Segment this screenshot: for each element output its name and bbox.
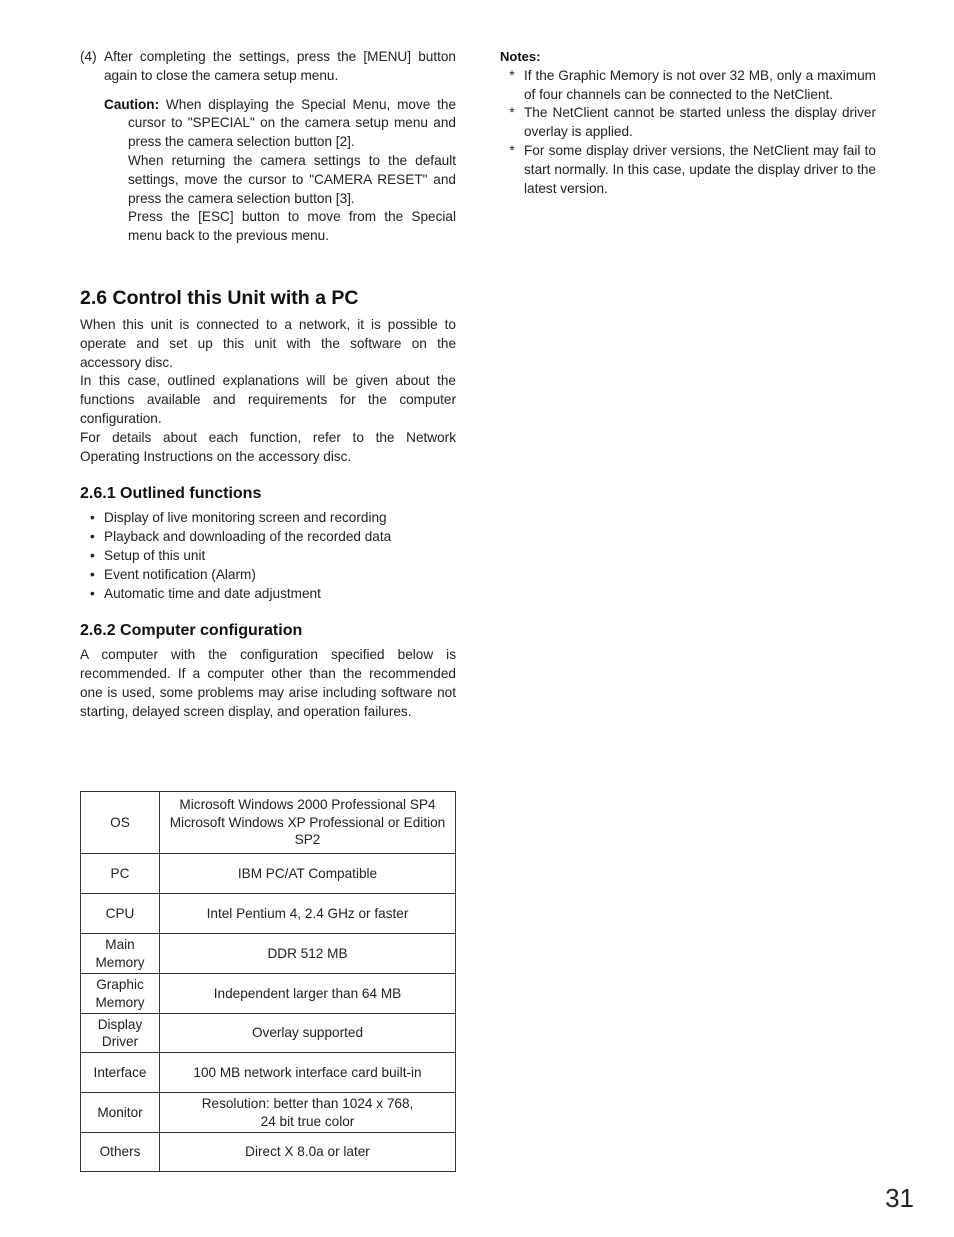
section-2-6-paragraph-2: In this case, outlined explanations will be given about the functions available and requirements for the computer configuration. — [80, 373, 456, 426]
section-2-6-2-paragraph: A computer with the configuration specified below is recommended. If a computer other than the recommended one is used, some problems may arise including software not starting, delayed screen display, and operation failures. — [80, 647, 456, 719]
asterisk-icon: * — [509, 142, 515, 158]
spec-value-cpu: Intel Pentium 4, 2.4 GHz or faster — [160, 894, 456, 934]
table-row — [81, 1014, 456, 1053]
section-heading-2-6: 2.6 Control this Unit with a PC — [80, 286, 359, 309]
bullet-icon: • — [90, 566, 95, 582]
section-2-6-paragraph-1: When this unit is connected to a network, it is possible to operate and set up this unit with the software on the accessory disc. — [80, 316, 456, 370]
asterisk-icon: * — [509, 105, 515, 121]
left-column — [80, 48, 456, 722]
table-row — [81, 854, 456, 894]
right-column — [500, 48, 876, 198]
bullet-icon: • — [90, 585, 95, 601]
caution-block — [80, 96, 456, 246]
spec-value-graphic-memory: Independent larger than 64 MB — [160, 974, 456, 1014]
bullet-icon: • — [90, 547, 95, 563]
step-number: (4) — [80, 49, 97, 64]
spec-key-graphic-memory: Graphic Memory — [81, 974, 160, 1014]
spec-value-pc: IBM PC/AT Compatible — [160, 854, 456, 894]
spec-value-os: Microsoft Windows 2000 Professional SP4 Microsoft Windows XP Professional or Edition SP2 — [160, 792, 456, 854]
note-item — [500, 104, 876, 142]
list-item-text: Event notification (Alarm) — [104, 566, 256, 582]
spec-value-interface: 100 MB network interface card built-in — [160, 1053, 456, 1093]
list-item-text: Display of live monitoring screen and recording — [104, 510, 387, 526]
section-heading-2-6-2: 2.6.2 Computer configuration — [80, 622, 303, 640]
table-row — [81, 894, 456, 934]
step-text: After completing the settings, press the [MENU] button again to close the camera setup menu. — [104, 49, 456, 83]
caution-label: Caution: — [104, 96, 160, 112]
list-item-text: Setup of this unit — [104, 547, 206, 563]
spec-value-main-memory: DDR 512 MB — [160, 934, 456, 974]
caution-body — [104, 152, 456, 246]
bullet-icon: • — [90, 529, 95, 545]
table-row — [81, 1053, 456, 1093]
spec-key-interface: Interface — [81, 1053, 160, 1093]
spec-key-os: OS — [81, 792, 160, 854]
spec-key-pc: PC — [81, 854, 160, 894]
computer-spec-table — [80, 791, 456, 1172]
list-item-text: Automatic time and date adjustment — [104, 585, 321, 601]
step-4 — [80, 48, 456, 86]
spec-key-cpu: CPU — [81, 894, 160, 934]
note-item — [500, 67, 876, 105]
table-row — [81, 974, 456, 1014]
spec-key-monitor: Monitor — [81, 1093, 160, 1133]
spec-value-others: Direct X 8.0a or later — [160, 1133, 456, 1172]
list-item — [80, 547, 456, 566]
caution-text: When displaying the Special Menu, move the cursor to "SPECIAL" on the camera setup menu and press the camera selection button [2]. — [128, 96, 457, 150]
spec-key-main-memory: Main Memory — [81, 934, 160, 974]
asterisk-icon: * — [509, 67, 515, 83]
caution-paragraph-2: When returning the camera settings to the default settings, move the cursor to "CAMERA RESET" and press the camera selection button [3]. — [128, 152, 456, 206]
note-text: For some display driver versions, the NetClient may fail to start normally. In this case, update the display driver to the latest version. — [524, 142, 876, 196]
list-item — [80, 566, 456, 585]
section-2-6-paragraph-3: For details about each function, refer to the Network Operating Instructions on the accessory disc. — [80, 429, 456, 464]
note-text: The NetClient cannot be started unless the display driver overlay is applied. — [524, 105, 876, 140]
spec-value-monitor: Resolution: better than 1024 x 768, 24 bit true color — [160, 1093, 456, 1133]
page-number: 31 — [885, 1183, 914, 1213]
list-item — [80, 585, 456, 604]
bullet-icon: • — [90, 510, 95, 526]
notes-title: Notes: — [500, 49, 541, 64]
note-item — [500, 142, 876, 198]
table-row — [81, 1093, 456, 1133]
table-row — [81, 934, 456, 974]
caution-first-paragraph — [104, 96, 456, 152]
functions-list — [80, 509, 456, 603]
caution-paragraph-3: Press the [ESC] button to move from the Special menu back to the previous menu. — [128, 209, 456, 244]
spec-key-display-driver: Display Driver — [81, 1014, 160, 1053]
note-text: If the Graphic Memory is not over 32 MB, only a maximum of four channels can be connected to the NetClient. — [524, 67, 876, 102]
table-row — [81, 792, 456, 854]
list-item-text: Playback and downloading of the recorded data — [104, 529, 392, 545]
table-row — [81, 1133, 456, 1172]
spec-key-others: Others — [81, 1133, 160, 1172]
spec-value-display-driver: Overlay supported — [160, 1014, 456, 1053]
list-item — [80, 509, 456, 528]
list-item — [80, 528, 456, 547]
section-heading-2-6-1: 2.6.1 Outlined functions — [80, 485, 262, 503]
